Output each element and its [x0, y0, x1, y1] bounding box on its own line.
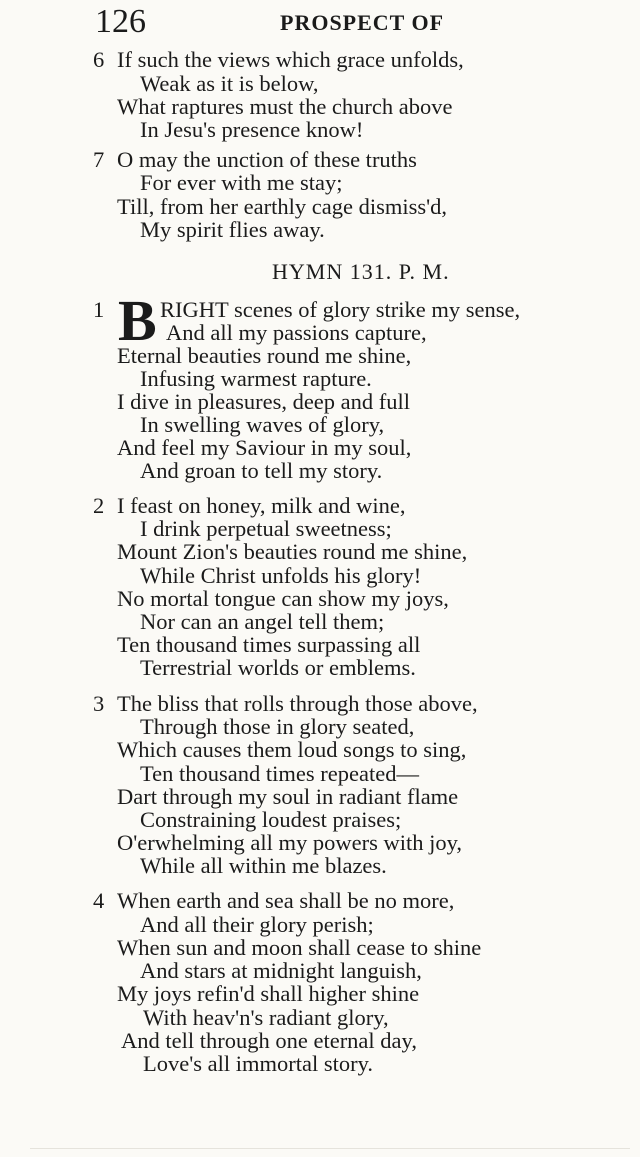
verse-line: Ten thousand times repeated—: [140, 761, 419, 786]
stanza-number: 1: [93, 297, 105, 322]
verse-line: And groan to tell my story.: [140, 458, 383, 483]
page-number: 126: [95, 3, 146, 40]
stanza-number: 2: [93, 493, 105, 518]
verse-line: And feel my Saviour in my soul,: [117, 435, 412, 460]
verse-line: Mount Zion's beauties round me shine,: [117, 539, 468, 564]
verse-line: The bliss that rolls through those above,: [117, 691, 478, 716]
verse-line: Ten thousand times surpassing all: [117, 632, 421, 657]
verse-line: For ever with me stay;: [140, 170, 343, 195]
verse-line: I dive in pleasures, deep and full: [117, 389, 411, 414]
verse-line: O'erwhelming all my powers with joy,: [117, 830, 463, 855]
verse-line: I drink perpetual sweetness;: [140, 516, 392, 541]
verse-line: Terrestrial worlds or emblems.: [140, 655, 416, 680]
verse-line: O may the unction of these truths: [117, 147, 417, 172]
stanza-number: 3: [93, 691, 105, 716]
page-header: [95, 2, 615, 42]
verse-line: While Christ unfolds his glory!: [140, 563, 422, 588]
verse-line: And all my passions capture,: [166, 320, 427, 345]
verse-line: In swelling waves of glory,: [140, 412, 385, 437]
verse-line: Constraining loudest praises;: [140, 807, 402, 832]
verse-line: Love's all immortal story.: [143, 1051, 374, 1076]
verse-line: And all their glory perish;: [140, 912, 374, 937]
page-edge-rule: [30, 1148, 630, 1149]
verse-line: When earth and sea shall be no more,: [117, 888, 455, 913]
verse-line: Weak as it is below,: [140, 71, 319, 96]
verse-line: No mortal tongue can show my joys,: [117, 586, 449, 611]
stanza-number: 4: [93, 888, 105, 913]
verse-line: When sun and moon shall cease to shine: [117, 935, 482, 960]
verse-line: My spirit flies away.: [140, 217, 325, 242]
verse-line: And tell through one eternal day,: [121, 1028, 417, 1053]
stanza-number: 6: [93, 47, 105, 72]
verse-line: RIGHT scenes of glory strike my sense,: [160, 297, 521, 322]
verse-line: What raptures must the church above: [117, 94, 453, 119]
verse-line: In Jesu's presence know!: [140, 117, 364, 142]
verse-line: While all within me blazes.: [140, 853, 387, 878]
verse-line: Nor can an angel tell them;: [140, 609, 385, 634]
hymn-title: HYMN 131. P. M.: [272, 259, 450, 284]
verse-line: Infusing warmest rapture.: [140, 366, 372, 391]
verse-line: Dart through my soul in radiant flame: [117, 784, 459, 809]
verse-line: Till, from her earthly cage dismiss'd,: [117, 194, 448, 219]
verse-line: I feast on honey, milk and wine,: [117, 493, 406, 518]
verse-line: Eternal beauties round me shine,: [117, 343, 412, 368]
verse-line: Through those in glory seated,: [140, 714, 415, 739]
verse-line: And stars at midnight languish,: [140, 958, 422, 983]
verse-line: My joys refin'd shall higher shine: [117, 981, 420, 1006]
stanza-number: 7: [93, 147, 105, 172]
verse-line: If such the views which grace unfolds,: [117, 47, 464, 72]
drop-cap: B: [118, 288, 157, 353]
verse-line: Which causes them loud songs to sing,: [117, 737, 467, 762]
verse-line: With heav'n's radiant glory,: [143, 1005, 389, 1030]
running-head: PROSPECT OF: [280, 10, 445, 35]
